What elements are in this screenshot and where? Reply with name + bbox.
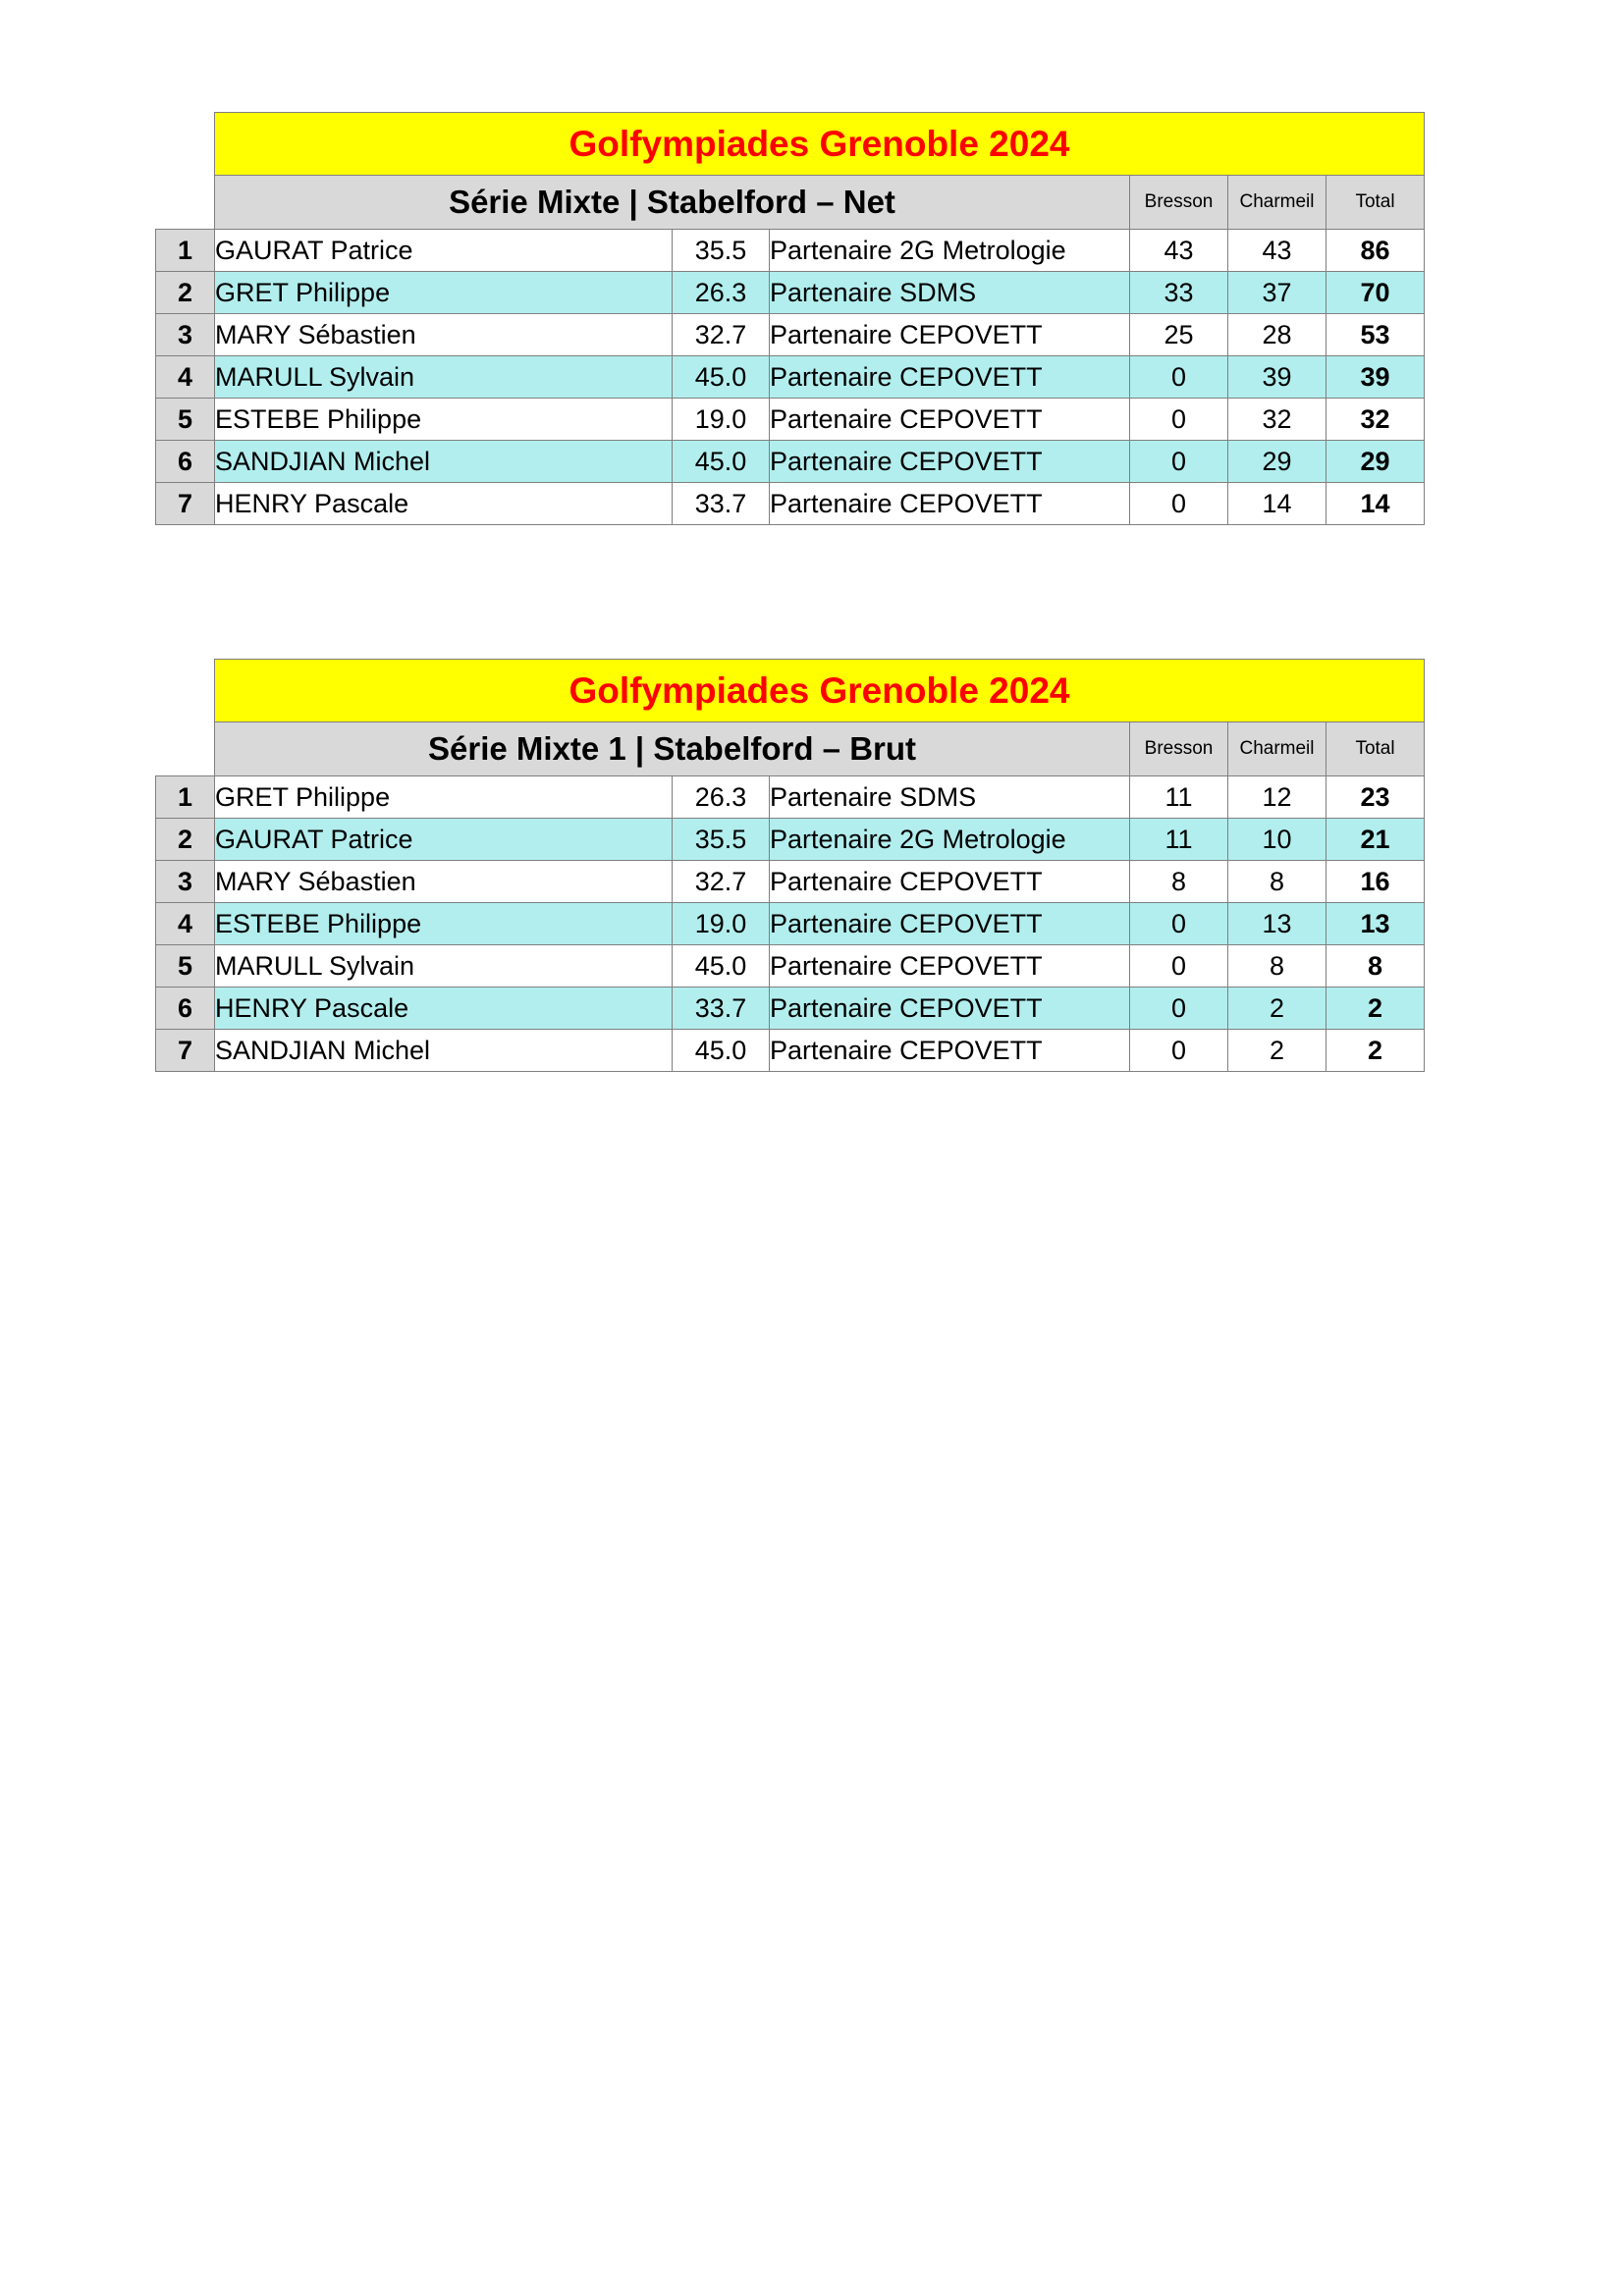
total-score-cell: 13 bbox=[1326, 903, 1425, 945]
player-name-cell: GRET Philippe bbox=[215, 776, 673, 819]
partner-cell: Partenaire CEPOVETT bbox=[770, 399, 1130, 441]
handicap-cell: 33.7 bbox=[673, 483, 770, 525]
charmeil-score-cell: 32 bbox=[1228, 399, 1326, 441]
charmeil-score-cell: 29 bbox=[1228, 441, 1326, 483]
partner-cell: Partenaire CEPOVETT bbox=[770, 441, 1130, 483]
table-row bbox=[156, 776, 1425, 819]
column-header-bresson: Bresson bbox=[1130, 722, 1228, 776]
player-name-cell: MARY Sébastien bbox=[215, 861, 673, 903]
handicap-cell: 32.7 bbox=[673, 861, 770, 903]
column-header-bresson: Bresson bbox=[1130, 176, 1228, 230]
bresson-score-cell: 0 bbox=[1130, 399, 1228, 441]
total-score-cell: 39 bbox=[1326, 356, 1425, 399]
partner-cell: Partenaire CEPOVETT bbox=[770, 1030, 1130, 1072]
partner-cell: Partenaire CEPOVETT bbox=[770, 988, 1130, 1030]
total-score-cell: 14 bbox=[1326, 483, 1425, 525]
handicap-cell: 45.0 bbox=[673, 441, 770, 483]
results-table bbox=[155, 659, 1425, 1072]
rank-cell: 3 bbox=[156, 314, 215, 356]
bresson-score-cell: 0 bbox=[1130, 988, 1228, 1030]
handicap-cell: 19.0 bbox=[673, 903, 770, 945]
title-row bbox=[156, 113, 1425, 176]
total-score-cell: 70 bbox=[1326, 272, 1425, 314]
results-table-net bbox=[155, 112, 1424, 525]
total-score-cell: 8 bbox=[1326, 945, 1425, 988]
player-name-cell: ESTEBE Philippe bbox=[215, 903, 673, 945]
handicap-cell: 45.0 bbox=[673, 945, 770, 988]
table-row bbox=[156, 988, 1425, 1030]
empty-corner bbox=[156, 113, 215, 176]
empty-corner bbox=[156, 660, 215, 722]
table-row bbox=[156, 356, 1425, 399]
total-score-cell: 23 bbox=[1326, 776, 1425, 819]
table-row bbox=[156, 483, 1425, 525]
bresson-score-cell: 0 bbox=[1130, 441, 1228, 483]
rank-cell: 4 bbox=[156, 356, 215, 399]
handicap-cell: 26.3 bbox=[673, 776, 770, 819]
results-table-brut bbox=[155, 659, 1424, 1072]
handicap-cell: 33.7 bbox=[673, 988, 770, 1030]
bresson-score-cell: 0 bbox=[1130, 1030, 1228, 1072]
table-title: Golfympiades Grenoble 2024 bbox=[215, 113, 1425, 176]
charmeil-score-cell: 43 bbox=[1228, 230, 1326, 272]
partner-cell: Partenaire CEPOVETT bbox=[770, 861, 1130, 903]
rank-cell: 5 bbox=[156, 945, 215, 988]
handicap-cell: 35.5 bbox=[673, 819, 770, 861]
table-row bbox=[156, 230, 1425, 272]
bresson-score-cell: 0 bbox=[1130, 945, 1228, 988]
charmeil-score-cell: 12 bbox=[1228, 776, 1326, 819]
results-table bbox=[155, 112, 1425, 525]
partner-cell: Partenaire CEPOVETT bbox=[770, 483, 1130, 525]
player-name-cell: MARY Sébastien bbox=[215, 314, 673, 356]
rank-cell: 1 bbox=[156, 776, 215, 819]
column-header-charmeil: Charmeil bbox=[1228, 722, 1326, 776]
total-score-cell: 2 bbox=[1326, 988, 1425, 1030]
total-score-cell: 29 bbox=[1326, 441, 1425, 483]
total-score-cell: 16 bbox=[1326, 861, 1425, 903]
bresson-score-cell: 33 bbox=[1130, 272, 1228, 314]
table-title: Golfympiades Grenoble 2024 bbox=[215, 660, 1425, 722]
total-score-cell: 86 bbox=[1326, 230, 1425, 272]
handicap-cell: 45.0 bbox=[673, 356, 770, 399]
handicap-cell: 19.0 bbox=[673, 399, 770, 441]
rank-cell: 2 bbox=[156, 819, 215, 861]
charmeil-score-cell: 2 bbox=[1228, 1030, 1326, 1072]
charmeil-score-cell: 14 bbox=[1228, 483, 1326, 525]
table-row bbox=[156, 399, 1425, 441]
table-subtitle: Série Mixte 1 | Stabelford – Brut bbox=[215, 722, 1130, 776]
rank-cell: 2 bbox=[156, 272, 215, 314]
player-name-cell: GAURAT Patrice bbox=[215, 230, 673, 272]
charmeil-score-cell: 2 bbox=[1228, 988, 1326, 1030]
total-score-cell: 32 bbox=[1326, 399, 1425, 441]
player-name-cell: MARULL Sylvain bbox=[215, 356, 673, 399]
charmeil-score-cell: 10 bbox=[1228, 819, 1326, 861]
table-row bbox=[156, 1030, 1425, 1072]
charmeil-score-cell: 8 bbox=[1228, 945, 1326, 988]
rank-cell: 1 bbox=[156, 230, 215, 272]
bresson-score-cell: 0 bbox=[1130, 483, 1228, 525]
rank-cell: 4 bbox=[156, 903, 215, 945]
charmeil-score-cell: 37 bbox=[1228, 272, 1326, 314]
bresson-score-cell: 0 bbox=[1130, 903, 1228, 945]
column-header-total: Total bbox=[1326, 176, 1425, 230]
player-name-cell: ESTEBE Philippe bbox=[215, 399, 673, 441]
bresson-score-cell: 0 bbox=[1130, 356, 1228, 399]
handicap-cell: 35.5 bbox=[673, 230, 770, 272]
table-row bbox=[156, 861, 1425, 903]
bresson-score-cell: 11 bbox=[1130, 776, 1228, 819]
bresson-score-cell: 8 bbox=[1130, 861, 1228, 903]
rank-cell: 6 bbox=[156, 441, 215, 483]
handicap-cell: 32.7 bbox=[673, 314, 770, 356]
player-name-cell: GRET Philippe bbox=[215, 272, 673, 314]
empty-corner bbox=[156, 176, 215, 230]
rank-cell: 5 bbox=[156, 399, 215, 441]
charmeil-score-cell: 13 bbox=[1228, 903, 1326, 945]
empty-corner bbox=[156, 722, 215, 776]
handicap-cell: 45.0 bbox=[673, 1030, 770, 1072]
player-name-cell: SANDJIAN Michel bbox=[215, 1030, 673, 1072]
charmeil-score-cell: 28 bbox=[1228, 314, 1326, 356]
player-name-cell: MARULL Sylvain bbox=[215, 945, 673, 988]
partner-cell: Partenaire CEPOVETT bbox=[770, 356, 1130, 399]
player-name-cell: SANDJIAN Michel bbox=[215, 441, 673, 483]
charmeil-score-cell: 8 bbox=[1228, 861, 1326, 903]
table-row bbox=[156, 945, 1425, 988]
player-name-cell: HENRY Pascale bbox=[215, 483, 673, 525]
partner-cell: Partenaire 2G Metrologie bbox=[770, 230, 1130, 272]
rank-cell: 7 bbox=[156, 483, 215, 525]
rank-cell: 6 bbox=[156, 988, 215, 1030]
table-row bbox=[156, 272, 1425, 314]
table-row bbox=[156, 441, 1425, 483]
bresson-score-cell: 11 bbox=[1130, 819, 1228, 861]
charmeil-score-cell: 39 bbox=[1228, 356, 1326, 399]
rank-cell: 3 bbox=[156, 861, 215, 903]
partner-cell: Partenaire 2G Metrologie bbox=[770, 819, 1130, 861]
table-row bbox=[156, 903, 1425, 945]
total-score-cell: 21 bbox=[1326, 819, 1425, 861]
player-name-cell: GAURAT Patrice bbox=[215, 819, 673, 861]
partner-cell: Partenaire CEPOVETT bbox=[770, 314, 1130, 356]
player-name-cell: HENRY Pascale bbox=[215, 988, 673, 1030]
column-header-charmeil: Charmeil bbox=[1228, 176, 1326, 230]
bresson-score-cell: 25 bbox=[1130, 314, 1228, 356]
partner-cell: Partenaire CEPOVETT bbox=[770, 903, 1130, 945]
column-header-total: Total bbox=[1326, 722, 1425, 776]
rank-cell: 7 bbox=[156, 1030, 215, 1072]
bresson-score-cell: 43 bbox=[1130, 230, 1228, 272]
header-row bbox=[156, 722, 1425, 776]
partner-cell: Partenaire CEPOVETT bbox=[770, 945, 1130, 988]
partner-cell: Partenaire SDMS bbox=[770, 272, 1130, 314]
header-row bbox=[156, 176, 1425, 230]
title-row bbox=[156, 660, 1425, 722]
total-score-cell: 53 bbox=[1326, 314, 1425, 356]
handicap-cell: 26.3 bbox=[673, 272, 770, 314]
table-subtitle: Série Mixte | Stabelford – Net bbox=[215, 176, 1130, 230]
partner-cell: Partenaire SDMS bbox=[770, 776, 1130, 819]
table-row bbox=[156, 819, 1425, 861]
total-score-cell: 2 bbox=[1326, 1030, 1425, 1072]
table-row bbox=[156, 314, 1425, 356]
